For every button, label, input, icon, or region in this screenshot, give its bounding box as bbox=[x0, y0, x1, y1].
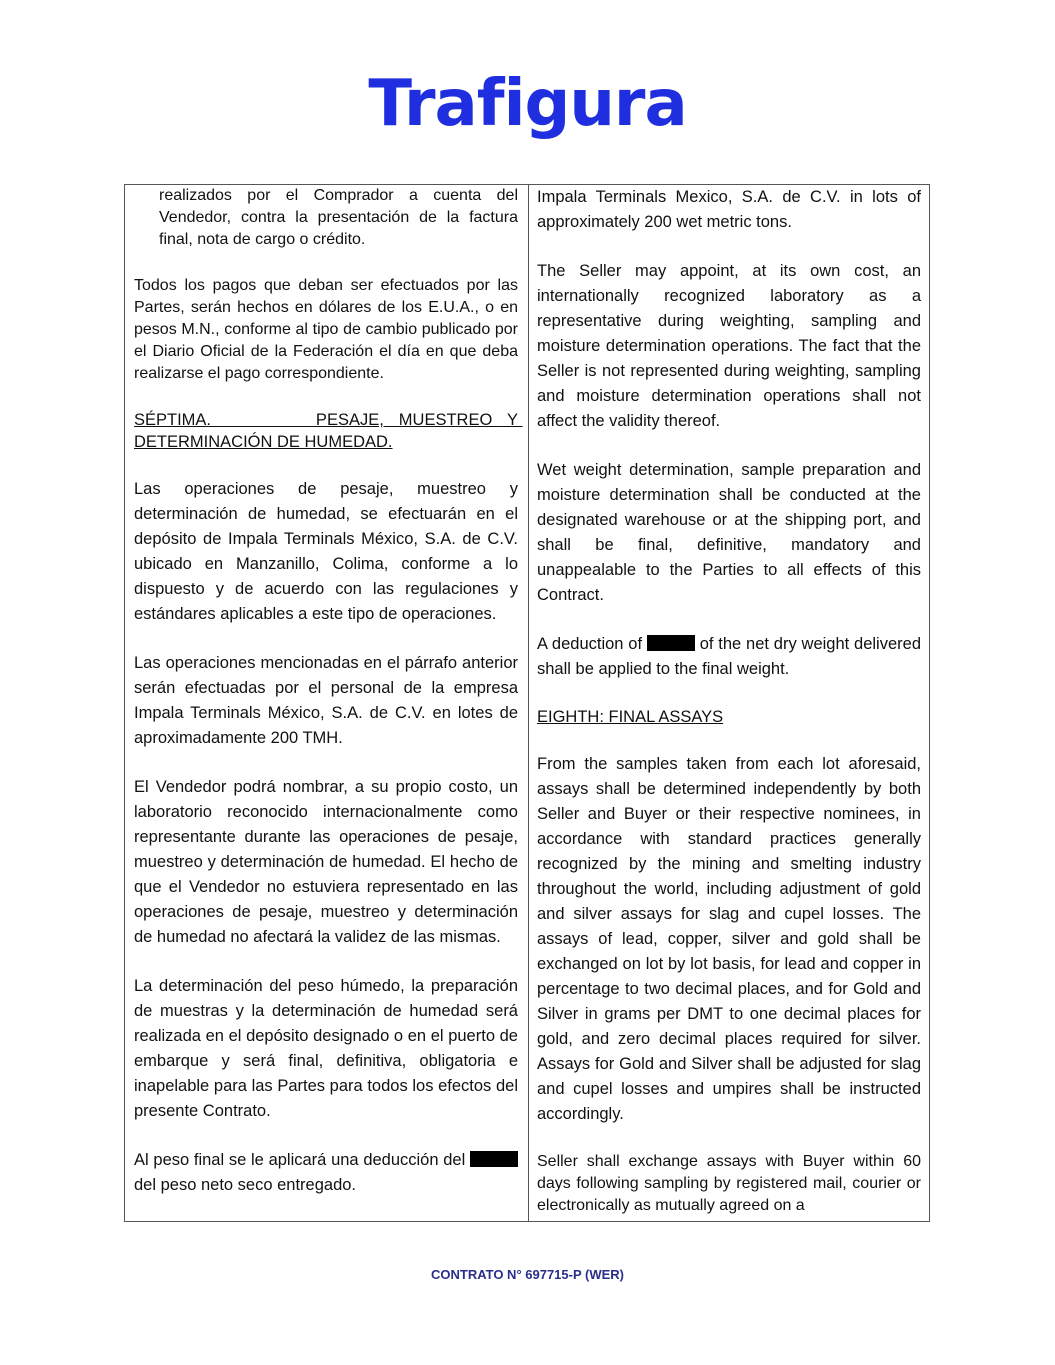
en-deduction-text: A deduction of bbox=[537, 635, 647, 653]
es-deduction-text-end: del peso neto seco entregado. bbox=[134, 1176, 357, 1194]
redaction-box bbox=[647, 635, 695, 651]
es-section-heading: SÉPTIMA. PESAJE, MUESTREO Y DETERMINACIÓN DE HUMEDAD. bbox=[134, 411, 523, 451]
es-paragraph-4: Las operaciones mencionadas en el párrafo anterior serán efectuadas por el personal de la empresa Impala Terminals México, S.A. de C.V. en lotes de aproximadamente 200 TMH. bbox=[134, 654, 518, 747]
es-deduction-text: Al peso final se le aplicará una deducción del bbox=[134, 1151, 466, 1169]
en-paragraph-4 bbox=[537, 632, 921, 682]
redaction-box bbox=[470, 1151, 518, 1167]
es-paragraph-3: Las operaciones de pesaje, muestreo y determinación de humedad, se efectuarán en el depósito de Impala Terminals México, S.A. de C.V. ubicado en Manzanillo, Colima, conforme a lo dispuesto y de acuerdo con las regulaciones y estándares aplicables a este tipo de operaciones. bbox=[134, 480, 518, 623]
es-paragraph-6: La determinación del peso húmedo, la preparación de muestras y la determinación de humedad será realizada en el depósito designado o en el puerto de embarque y será final, definitiva, obligatoria e inapelable para las Partes para todos los efectos del presente Contrato. bbox=[134, 977, 518, 1120]
bilingual-contract-table bbox=[124, 184, 930, 1222]
trafigura-logo: Trafigura bbox=[368, 67, 687, 141]
en-paragraph-6: Seller shall exchange assays with Buyer within 60 days following sampling by registered mail, courier or electronically as mutually agreed on a bbox=[537, 1153, 921, 1214]
es-paragraph-5: El Vendedor podrá nombrar, a su propio costo, un laboratorio reconocido internacionalmente como representante durante las operaciones de pesaje, muestreo y determinación de humedad. El hecho de que el Vendedor no estuviera representado en las operaciones de pesaje, muestreo y determinación de humedad no afectará la validez de las mismas. bbox=[134, 778, 518, 946]
en-paragraph-3: Wet weight determination, sample preparation and moisture determination shall be conducted at the designated warehouse or at the shipping port, and shall be final, definitive, mandatory and unappealable to the Parties to all effects of this Contract. bbox=[537, 461, 921, 604]
column-divider bbox=[528, 185, 529, 1221]
en-paragraph-5: From the samples taken from each lot aforesaid, assays shall be determined independently by both Seller and Buyer or their respective nominees, in accordance with standard practices generally recognized by the mining and smelting industry throughout the world, including adjustment of gold and silver assays for slag and cupel losses. The assays of lead, copper, silver and gold shall be exchanged on lot by lot basis, for lead and copper in percentage to two decimal places, and for Gold and Silver in grams per DMT to one decimal places for gold, and zero decimal places required for silver. Assays for Gold and Silver shall be adjusted for slag and cupel losses and umpires shall be instructed accordingly. bbox=[537, 755, 921, 1123]
es-paragraph-7 bbox=[134, 1148, 518, 1198]
en-deduction-text-end: of the net dry weight delivered shall be applied to the final weight. bbox=[537, 635, 921, 678]
en-section-heading: EIGHTH: FINAL ASSAYS bbox=[537, 708, 724, 726]
es-paragraph-2: Todos los pagos que deban ser efectuados por las Partes, serán hechos en dólares de los E.U.A., o en pesos M.N., conforme al tipo de cambio publicado por el Diario Oficial de la Federación el día en que deba realizarse el pago correspondiente. bbox=[134, 277, 518, 382]
es-paragraph-1: realizados por el Comprador a cuenta del Vendedor, contra la presentación de la factura final, nota de cargo o crédito. bbox=[159, 187, 518, 248]
spanish-column bbox=[134, 185, 523, 1221]
en-paragraph-1: Impala Terminals Mexico, S.A. de C.V. in lots of approximately 200 wet metric tons. bbox=[537, 188, 921, 231]
english-column bbox=[537, 185, 921, 1221]
contract-number-footer: CONTRATO N° 697715-P (WER) bbox=[430, 1267, 624, 1282]
en-paragraph-2: The Seller may appoint, at its own cost, an internationally recognized laboratory as a representative during weighting, sampling and moisture determination operations. The fact that the Seller is not represented during weighting, sampling and moisture determination operations shall not affect the validity thereof. bbox=[537, 262, 921, 430]
